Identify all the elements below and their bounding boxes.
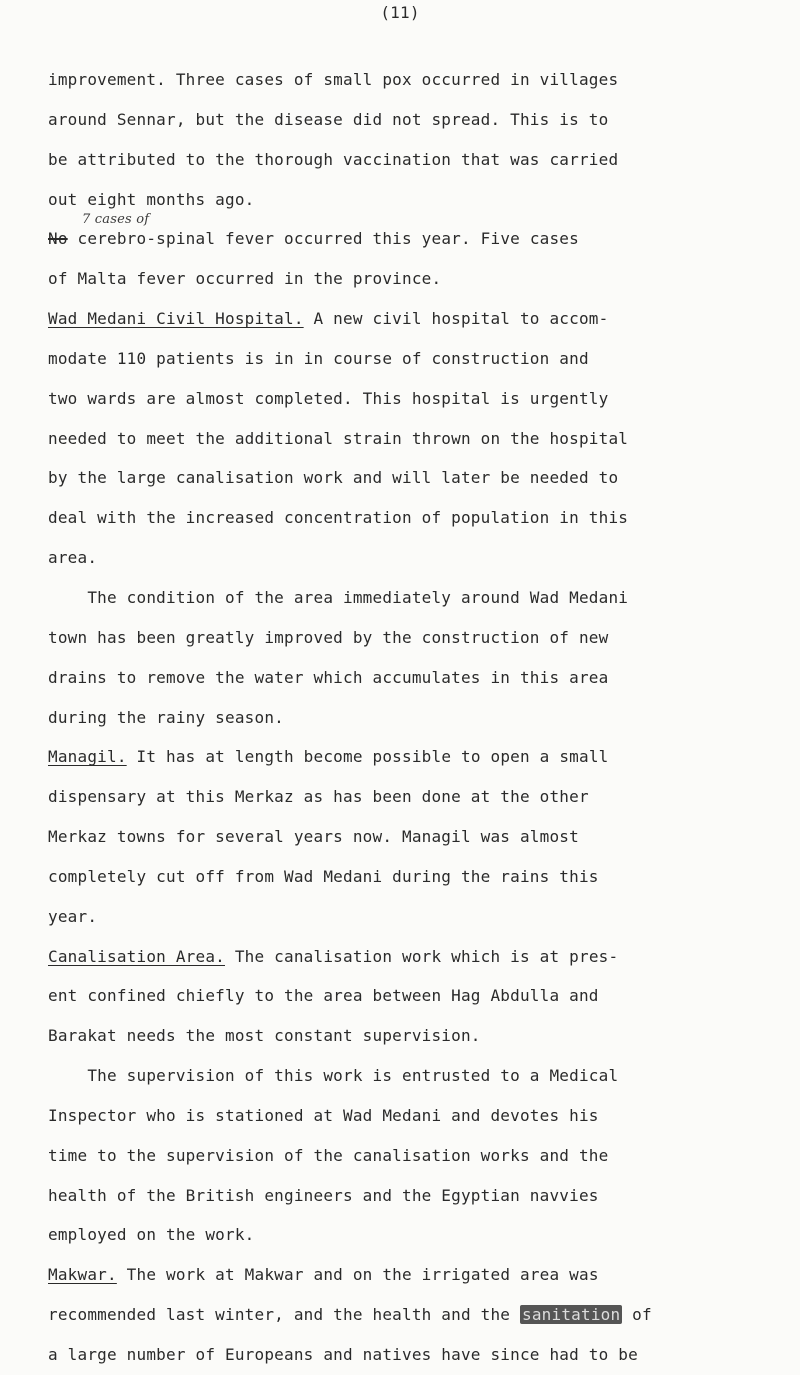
struck-word: No xyxy=(48,229,68,248)
text-span: recommended last winter, and the health and the xyxy=(48,1305,520,1324)
text-span: employed on the work. xyxy=(48,1225,255,1244)
text-span: Merkaz towns for several years now. Managil was almost xyxy=(48,827,579,846)
text-line xyxy=(48,468,618,487)
text-span: a large number of Europeans and natives have since had to be xyxy=(48,1345,638,1364)
text-line xyxy=(48,1345,638,1364)
text-line xyxy=(48,1066,618,1085)
text-line xyxy=(48,110,608,129)
text-span: needed to meet the additional strain thrown on the hospital xyxy=(48,429,629,448)
text-line xyxy=(48,1305,652,1324)
text-span: out eight months ago. xyxy=(48,190,255,209)
text-span: modate 110 patients is in in course of construction and xyxy=(48,349,589,368)
text-line xyxy=(48,947,618,966)
text-span: drains to remove the water which accumulates in this area xyxy=(48,668,609,687)
text-line xyxy=(48,508,628,527)
text-span: completely cut off from Wad Medani during the rains this xyxy=(48,867,599,886)
text-span: deal with the increased concentration of population in this xyxy=(48,508,629,527)
section-heading: Managil. xyxy=(48,747,127,766)
text-span: area. xyxy=(48,548,98,567)
text-line xyxy=(48,1186,599,1205)
text-span: improvement. Three cases of small pox occurred in villages xyxy=(48,70,619,89)
text-line xyxy=(48,1106,599,1125)
text-span: cerebro-spinal fever occurred this year. Five cases xyxy=(67,229,579,248)
text-line xyxy=(48,827,579,846)
text-line xyxy=(48,907,97,926)
text-span: Inspector who is stationed at Wad Medani and devotes his xyxy=(48,1106,599,1125)
text-line xyxy=(48,389,608,408)
text-line xyxy=(48,429,628,448)
text-span: time to the supervision of the canalisation works and the xyxy=(48,1146,609,1165)
text-line xyxy=(48,708,284,727)
text-span: of xyxy=(622,1305,652,1324)
smudged-word: sanitation xyxy=(521,1305,621,1324)
section-heading: Makwar. xyxy=(48,1265,117,1284)
handwritten-annotation: 7 cases of xyxy=(82,212,150,227)
text-line xyxy=(48,588,628,607)
text-line xyxy=(48,150,618,169)
text-span: by the large canalisation work and will later be needed to xyxy=(48,468,619,487)
text-span: two wards are almost completed. This hospital is urgently xyxy=(48,389,609,408)
text-line xyxy=(48,229,579,248)
text-span: during the rainy season. xyxy=(48,708,284,727)
text-line xyxy=(48,1026,481,1045)
text-line xyxy=(48,349,589,368)
page-number: (11) xyxy=(380,3,420,22)
text-line xyxy=(48,986,599,1005)
text-span: year. xyxy=(48,907,98,926)
text-span: The condition of the area immediately around Wad Medani xyxy=(48,588,629,607)
text-line xyxy=(48,787,589,806)
text-line xyxy=(48,1146,608,1165)
text-span: The work at Makwar and on the irrigated area was xyxy=(116,1265,599,1284)
section-heading: Wad Medani Civil Hospital. xyxy=(48,309,304,328)
text-span: be attributed to the thorough vaccination that was carried xyxy=(48,150,619,169)
text-span: town has been greatly improved by the construction of new xyxy=(48,628,609,647)
text-span: of Malta fever occurred in the province. xyxy=(48,269,442,288)
text-span: health of the British engineers and the Egyptian navvies xyxy=(48,1186,599,1205)
text-line xyxy=(48,309,608,328)
text-span: The supervision of this work is entrusted to a Medical xyxy=(48,1066,619,1085)
text-span: A new civil hospital to accom- xyxy=(303,309,609,328)
text-line xyxy=(48,628,608,647)
text-span: around Sennar, but the disease did not spread. This is to xyxy=(48,110,609,129)
text-span: ent confined chiefly to the area between Hag Abdulla and xyxy=(48,986,599,1005)
text-span: The canalisation work which is at pres- xyxy=(225,947,619,966)
text-line xyxy=(48,867,599,886)
text-span: dispensary at this Merkaz as has been done at the other xyxy=(48,787,589,806)
text-line xyxy=(48,668,608,687)
text-line xyxy=(48,1265,599,1284)
text-span: Barakat needs the most constant supervision. xyxy=(48,1026,481,1045)
section-heading: Canalisation Area. xyxy=(48,947,225,966)
text-span: It has at length become possible to open a small xyxy=(126,747,609,766)
text-line xyxy=(48,548,97,567)
text-line xyxy=(48,70,618,89)
text-line xyxy=(48,190,255,209)
text-line xyxy=(48,269,441,288)
text-line xyxy=(48,1225,255,1244)
text-line xyxy=(48,747,608,766)
